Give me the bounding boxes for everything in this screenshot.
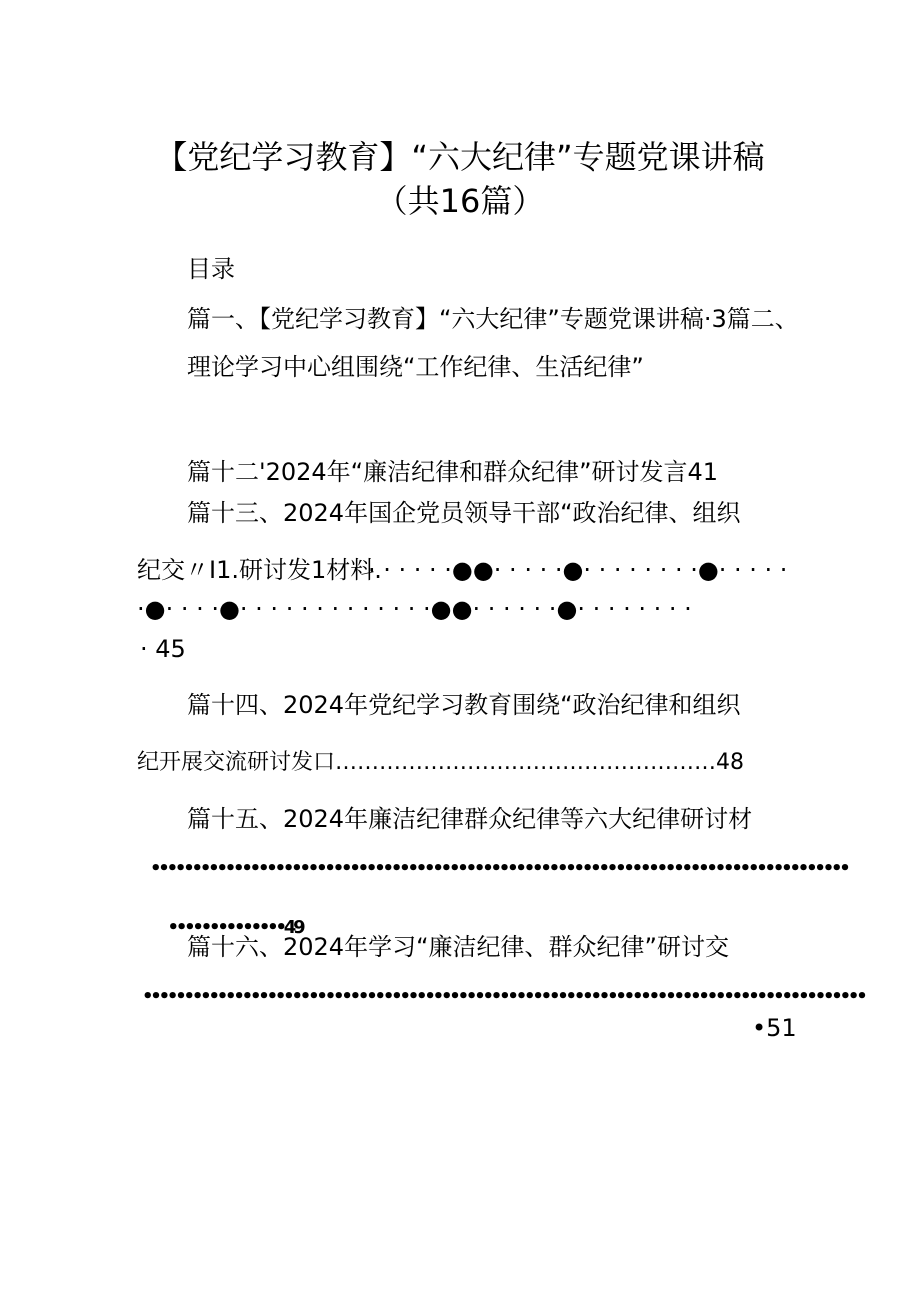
toc-entry-13-leader-1: · · · · · ·●●· · · · ·●· · · · · · · ·●· · · · ·	[368, 556, 788, 584]
toc-entry-13-line1: 篇十三、2024年国企党员领导干部“政治纪律、组织	[187, 499, 741, 527]
document-title-line2: （共16篇）	[375, 182, 545, 220]
toc-entry-16-line1: 篇十六、2024年学习“廉洁纪律、群众纪律”研讨交	[187, 933, 729, 961]
toc-entry-13-page: · 45	[140, 635, 186, 663]
toc-entry-15-line1: 篇十五、2024年廉洁纪律群众纪律等六大纪律研讨材	[187, 805, 753, 833]
toc-entry-16-leader: •••••••••••••••••••••••••••••••••••••••••••••••••••••••••••••••••••••••••••••••••••••••	[142, 986, 865, 1007]
toc-heading: 目录	[187, 255, 235, 283]
toc-entry-13-line2: 纪交〃I1.研讨发1材料.	[137, 556, 382, 584]
toc-entry-13-leader-2: ·●· · · ·●· · · · · · · · · · · · ·●●· · · · · ·●· · · · · · · ·	[137, 595, 692, 623]
document-title-line1: 【党纪学习教育】“六大纪律”专题党课讲稿	[155, 138, 765, 176]
toc-entry-15-leader: ••••••••••••••••••••••••••••••••••••••••••••••••••••••••••••••••••••••••••••••••••••	[150, 858, 848, 879]
toc-entry-15-page-text: ••••••••••••••49	[167, 917, 303, 938]
toc-entry-14-line1: 篇十四、2024年党纪学习教育围绕“政治纪律和组织	[187, 691, 741, 719]
toc-entry-12: 篇十二'2024年“廉洁纪律和群众纪律”研讨发言41	[187, 458, 719, 486]
toc-entry-16-page: •51	[752, 1014, 797, 1042]
toc-entry-2: 理论学习中心组围绕“工作纪律、生活纪律”	[187, 353, 644, 381]
toc-entry-1: 篇一、【党纪学习教育】“六大纪律”专题党课讲稿·3篇二、	[187, 305, 799, 333]
toc-entry-14-line2: 纪开展交流研讨发口…………………….………………………48	[137, 750, 744, 775]
